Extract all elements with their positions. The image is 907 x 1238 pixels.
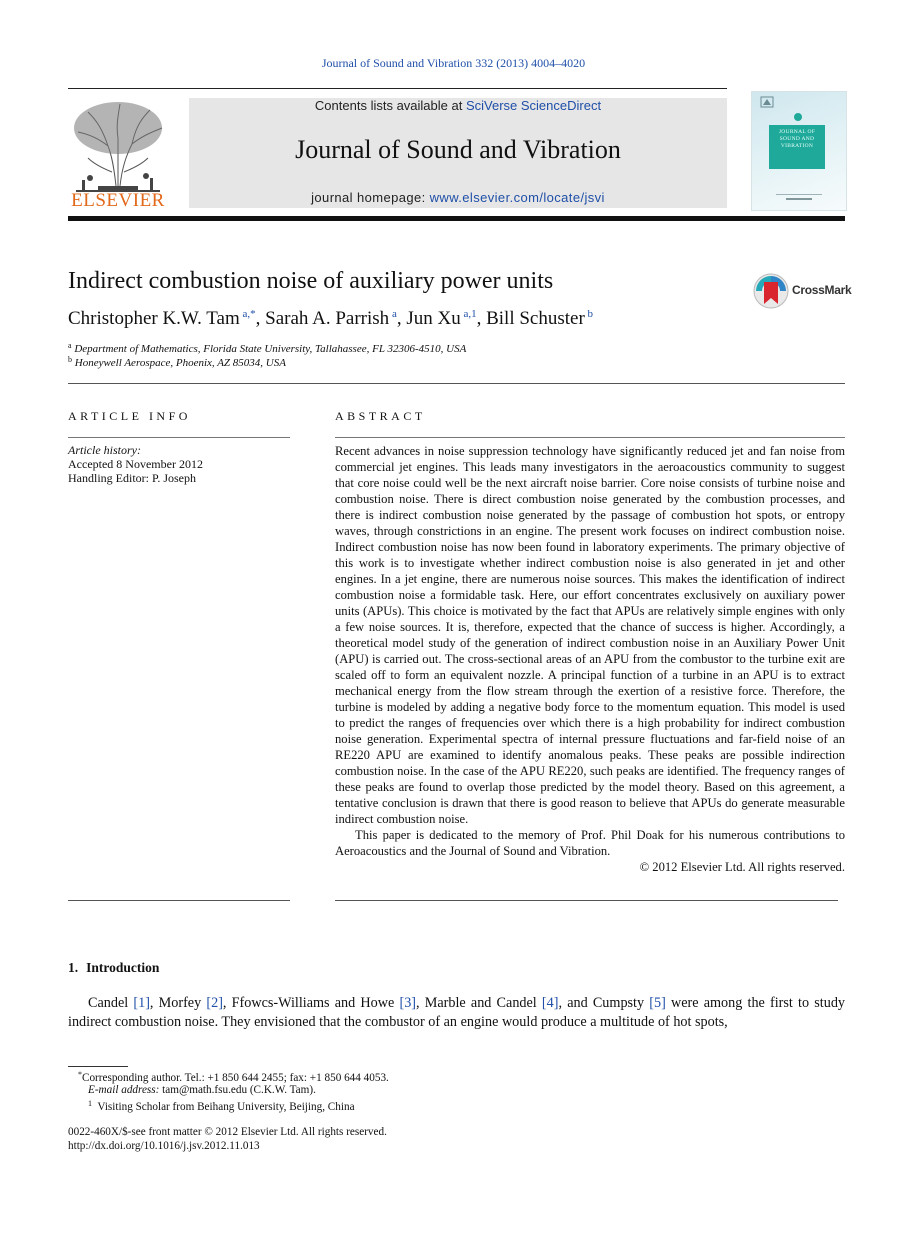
cover-title-line-2: SOUND AND — [779, 136, 815, 142]
affiliation-b-mark: b — [68, 355, 72, 364]
header-thick-rule — [68, 216, 845, 221]
cover-emblem-icon — [791, 112, 805, 122]
email-value[interactable]: tam@math.fsu.edu (C.K.W. Tam). — [159, 1084, 316, 1096]
visiting-mark: 1 — [88, 1099, 92, 1108]
abstract-copyright: © 2012 Elsevier Ltd. All rights reserved. — [639, 860, 845, 874]
introduction-number: 1. — [68, 960, 79, 975]
crossmark-label[interactable]: CrossMark — [792, 283, 852, 297]
abstract-bottom-rule — [335, 900, 838, 901]
homepage-prefix: journal homepage: — [311, 190, 430, 205]
article-history-label: Article history: — [68, 443, 141, 457]
article-info-rule — [68, 437, 290, 438]
cover-title-line-1: JOURNAL OF — [778, 129, 816, 135]
author-affiliation-mark[interactable]: b — [584, 308, 594, 320]
journal-cover-thumbnail[interactable] — [751, 91, 847, 211]
author-affiliation-mark[interactable]: a,* — [239, 308, 256, 320]
introduction-paragraph — [68, 994, 845, 1032]
body-text: , and Cumpsty — [558, 995, 650, 1011]
journal-title: Journal of Sound and Vibration — [295, 135, 621, 164]
footnote-email — [88, 1084, 316, 1096]
article-info-bottom-rule — [68, 900, 290, 901]
elsevier-wordmark: ELSEVIER — [71, 190, 165, 211]
corresponding-text: Corresponding author. Tel.: +1 850 644 2455; fax: +1 850 644 4053. — [82, 1072, 389, 1084]
introduction-heading — [68, 960, 167, 976]
journal-citation[interactable]: Journal of Sound and Vibration 332 (2013) 4004–4020 — [321, 56, 586, 70]
body-text: , Ffowcs-Williams and Howe — [222, 995, 400, 1011]
reference-link[interactable]: [1] — [133, 995, 150, 1011]
visiting-text: Visiting Scholar from Beihang University, Beijing, China — [97, 1101, 355, 1113]
affiliation-rule — [68, 383, 845, 384]
cover-footer-mark-icon — [776, 192, 822, 202]
abstract-rule — [335, 437, 845, 438]
reference-link[interactable]: [5] — [649, 995, 666, 1011]
affiliation-a — [68, 341, 466, 355]
journal-header-box — [189, 98, 727, 208]
reference-link[interactable]: [2] — [206, 995, 223, 1011]
author-separator: , — [476, 308, 487, 329]
author-name: Jun Xu — [406, 308, 461, 329]
introduction-title: Introduction — [86, 960, 160, 975]
elsevier-mini-icon — [760, 96, 774, 108]
cover-title-line-3: VIBRATION — [780, 143, 814, 149]
issn-line: 0022-460X/$-see front matter © 2012 Elsevier Ltd. All rights reserved. — [68, 1126, 387, 1138]
body-text: , Marble and Candel — [416, 995, 542, 1011]
author-name: Christopher K.W. Tam — [68, 308, 240, 329]
author-list — [68, 308, 593, 330]
affiliation-b-text: Honeywell Aerospace, Phoenix, AZ 85034, USA — [74, 357, 286, 369]
cover-title — [769, 129, 825, 150]
body-text: Candel — [88, 995, 134, 1011]
reference-link[interactable]: [4] — [541, 995, 559, 1011]
author-name: Bill Schuster — [486, 308, 585, 329]
header-top-rule — [68, 88, 727, 89]
sciencedirect-link[interactable]: SciVerse ScienceDirect — [465, 98, 602, 113]
article-info-heading: ARTICLE INFO — [68, 409, 191, 423]
reference-link[interactable]: [3] — [399, 995, 417, 1011]
contents-prefix: Contents lists available at — [314, 98, 466, 113]
author-separator: , — [255, 308, 266, 329]
author-affiliation-mark[interactable]: a — [389, 308, 397, 320]
homepage-line — [189, 190, 727, 205]
footnote-corresponding — [78, 1070, 389, 1084]
abstract-paragraph: Recent advances in noise suppression technology have significantly reduced jet and fan noise from commercial jet engines. This leads many investigators in the aeroacoustics community to suggest that core noise could well be the next aircraft noise barrier. Core noise consists of turbine noise and combustion noise. There is direct combustion noise generated by the combustion processes, and there is indirect combustion noise generated by the passage of combustion hot spots, or entropy waves, through constrictions in an engine. The present work focuses on indirect combustion noise. Indirect combustion noise has now been found in laboratory experiments. The primary objective of this work is to investigate whether indirect combustion noise is also generated in jet and other engines. In a jet engine, there are numerous noise sources. This makes the identification of indirect combustion noise a formidable task. Here, our effort concentrates exclusively on auxiliary power units (APUs). This choice is motivated by the fact that APUs are relatively simple engines with only a few noise sources. It is, therefore, expected that the chance of success is higher. Accordingly, a theoretical model study of the generation of indirect combustion noise in an Auxiliary Power Unit (APU) is carried out. The cross-sectional areas of an APU from the combustor to the turbine exit are scaled off to form an equivalent nozzle. A principal function of a turbine in an APU is to extract mechanical energy from the flow stream through the exertion of a resistive force. Therefore, the turbine is modeled by adding a negative body force to the momentum equation. This model is used to predict the ranges of frequencies over which there is a high probability for indirect combustion noise generation. Experimental spectra of internal pressure fluctuations and far-field noise of an RE220 APU are examined to identify anomalous peaks. These peaks are possible indirection combustion noise. In the case of the APU RE220, such peaks are identified. The frequency ranges of these peaks are found to overlap those predicted by the model theory. Based on this agreement, a tentative conclusion is drawn that there is good reason to believe that APUs do generate measurable indirect combustion noise. — [335, 444, 845, 826]
crossmark-icon[interactable] — [752, 272, 790, 310]
accepted-date: Accepted 8 November 2012 — [68, 457, 203, 471]
email-label: E-mail address: — [88, 1084, 160, 1096]
footnote-visiting — [88, 1099, 355, 1113]
footnote-rule — [68, 1066, 128, 1067]
affiliation-a-text: Department of Mathematics, Florida State University, Tallahassee, FL 32306-4510, USA — [74, 343, 467, 355]
body-text: were among the first to study indirect combustion noise. They envisioned that the combustor of an engine would produce a multitude of hot spots, — [68, 995, 846, 1030]
contents-line — [189, 98, 727, 113]
doi-link[interactable]: http://dx.doi.org/10.1016/j.jsv.2012.11.013 — [68, 1140, 260, 1152]
body-text: , Morfey — [149, 995, 207, 1011]
author-affiliation-mark[interactable]: a,1 — [460, 308, 477, 320]
abstract-body — [335, 443, 845, 875]
article-title: Indirect combustion noise of auxiliary power units — [68, 268, 554, 294]
abstract-dedication: This paper is dedicated to the memory of Prof. Phil Doak for his numerous contributions to Aeroacoustics and the Journal of Sound and Vibration. — [335, 828, 845, 858]
corresponding-mark: * — [78, 1070, 82, 1079]
handling-editor: Handling Editor: P. Joseph — [68, 471, 196, 485]
author-separator: , — [396, 308, 407, 329]
affiliation-a-mark: a — [68, 341, 72, 350]
homepage-link[interactable]: www.elsevier.com/locate/jsvi — [429, 190, 605, 205]
abstract-heading: ABSTRACT — [335, 409, 426, 423]
article-info-block — [68, 443, 290, 485]
author-name: Sarah A. Parrish — [265, 308, 390, 329]
affiliation-b — [68, 355, 286, 369]
